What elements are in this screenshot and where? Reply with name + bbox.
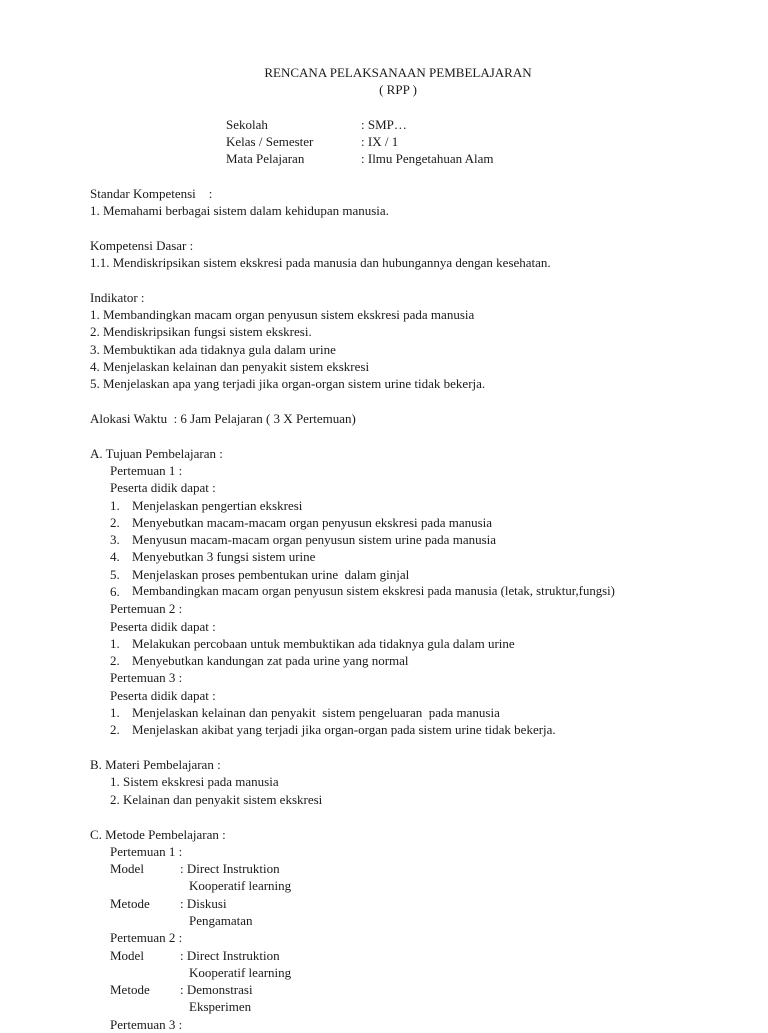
metode-value: Eksperimen [189, 999, 252, 1014]
tujuan-pertemuan-3: Pertemuan 3 : [110, 670, 183, 685]
materi-item: 2. Kelainan dan penyakit sistem ekskresi [110, 792, 323, 807]
list-number: 2. [110, 653, 120, 668]
tujuan-heading: A. Tujuan Pembelajaran : [90, 446, 223, 461]
tujuan-item: Menyusun macam-macam organ penyusun sistem urine pada manusia [132, 532, 497, 547]
metode-value: Pengamatan [189, 913, 253, 928]
indikator-item: 5. Menjelaskan apa yang terjadi jika organ-organ sistem urine tidak bekerja. [90, 376, 486, 391]
tujuan-item: Melakukan percobaan untuk membuktikan ada tidaknya gula dalam urine [132, 636, 515, 651]
indikator-item: 2. Mendiskripsikan fungsi sistem ekskresi. [90, 324, 312, 339]
indikator-heading: Indikator : [90, 290, 145, 305]
metode-label: Metode [110, 982, 150, 997]
tujuan-item: Menjelaskan akibat yang terjadi jika organ-organ pada sistem urine tidak bekerja. [132, 722, 556, 737]
list-number: 6. [110, 584, 120, 599]
standar-item: 1. Memahami berbagai sistem dalam kehidupan manusia. [90, 203, 389, 218]
indikator-item: 1. Membandingkan macam organ penyusun sistem ekskresi pada manusia [90, 307, 475, 322]
kompetensi-heading: Kompetensi Dasar : [90, 238, 194, 253]
standar-heading: Standar Kompetensi : [90, 186, 213, 201]
document-title: RENCANA PELAKSANAAN PEMBELAJARAN [264, 65, 532, 80]
materi-heading: B. Materi Pembelajaran : [90, 757, 221, 772]
kompetensi-item: 1.1. Mendiskripsikan sistem ekskresi pada manusia dan hubungannya dengan kesehatan. [90, 255, 551, 270]
metode-pertemuan-2: Pertemuan 2 : [110, 930, 183, 945]
identity-label-mapel: Mata Pelajaran [226, 151, 305, 166]
tujuan-item: Menjelaskan kelainan dan penyakit sistem pengeluaran pada manusia [132, 705, 500, 720]
alokasi-waktu: Alokasi Waktu : 6 Jam Pelajaran ( 3 X Pertemuan) [90, 411, 356, 426]
metode-value: : Demonstrasi [180, 982, 253, 997]
metode-pertemuan-1: Pertemuan 1 : [110, 844, 183, 859]
identity-value-mapel: : Ilmu Pengetahuan Alam [361, 151, 494, 166]
metode-heading: C. Metode Pembelajaran : [90, 827, 226, 842]
document-subtitle: ( RPP ) [379, 82, 417, 97]
tujuan-item: Membandingkan macam organ penyusun sistem ekskresi pada manusia (letak, struktur,fungsi) [132, 584, 615, 598]
model-label: Model [110, 948, 144, 963]
list-number: 2. [110, 515, 120, 530]
tujuan-item: Menyebutkan 3 fungsi sistem urine [132, 549, 316, 564]
list-number: 1. [110, 498, 120, 513]
model-value: Kooperatif learning [189, 878, 292, 893]
tujuan-item: Menjelaskan pengertian ekskresi [132, 498, 303, 513]
tujuan-pertemuan-1: Pertemuan 1 : [110, 463, 183, 478]
tujuan-item: Menyebutkan kandungan zat pada urine yang normal [132, 653, 409, 668]
list-number: 3. [110, 532, 120, 547]
indikator-item: 3. Membuktikan ada tidaknya gula dalam urine [90, 342, 336, 357]
identity-value-sekolah: : SMP… [361, 117, 407, 132]
metode-label: Metode [110, 896, 150, 911]
metode-pertemuan-3: Pertemuan 3 : [110, 1017, 183, 1032]
model-label: Model [110, 861, 144, 876]
tujuan-intro: Peserta didik dapat : [110, 688, 216, 703]
tujuan-item: Menyebutkan macam-macam organ penyusun ekskresi pada manusia [132, 515, 493, 530]
model-value: : Direct Instruktion [180, 948, 280, 963]
materi-item: 1. Sistem ekskresi pada manusia [110, 774, 279, 789]
metode-value: : Diskusi [180, 896, 227, 911]
identity-value-kelas: : IX / 1 [361, 134, 399, 149]
tujuan-intro: Peserta didik dapat : [110, 619, 216, 634]
list-number: 2. [110, 722, 120, 737]
tujuan-pertemuan-2: Pertemuan 2 : [110, 601, 183, 616]
model-value: Kooperatif learning [189, 965, 292, 980]
tujuan-item: Menjelaskan proses pembentukan urine dalam ginjal [132, 567, 410, 582]
identity-label-kelas: Kelas / Semester [226, 134, 314, 149]
list-number: 1. [110, 636, 120, 651]
identity-label-sekolah: Sekolah [226, 117, 268, 132]
model-value: : Direct Instruktion [180, 861, 280, 876]
tujuan-intro: Peserta didik dapat : [110, 480, 216, 495]
list-number: 4. [110, 549, 120, 564]
list-number: 1. [110, 705, 120, 720]
list-number: 5. [110, 567, 120, 582]
indikator-item: 4. Menjelaskan kelainan dan penyakit sistem ekskresi [90, 359, 370, 374]
